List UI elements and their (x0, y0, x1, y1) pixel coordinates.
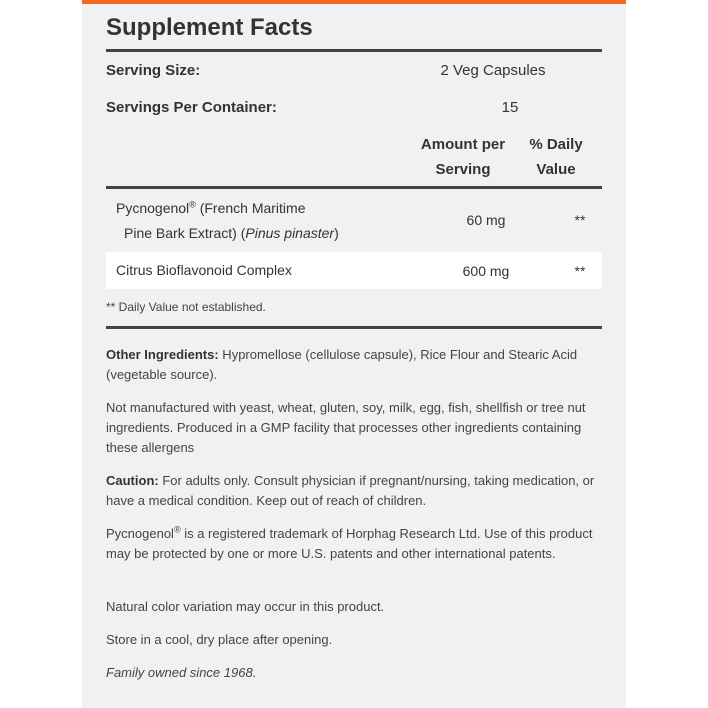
ingredient-name: Pycnogenol® (French Maritime Pine Bark Extract) (Pinus pinaster) (116, 199, 339, 241)
accent-bar (82, 0, 626, 4)
ingredient-row (106, 252, 602, 289)
daily-value-header (518, 132, 594, 182)
amount-header-line1: Amount per (420, 136, 506, 153)
caution-statement (106, 471, 600, 511)
ingredient-name: Citrus Bioflavonoid Complex (116, 262, 292, 278)
caution-text: For adults only. Consult physician if pregnant/nursing, taking medication, or have a medical condition. Keep out of reach of children. (106, 473, 595, 508)
allergen-statement: Not manufactured with yeast, wheat, gluten, soy, milk, egg, fish, shellfish or tree nut ingredients. Produced in a GMP facility that processes other ingredients containing these allergens (106, 400, 586, 455)
other-ingredients-label: Other Ingredients: (106, 347, 219, 362)
ingredient-row (106, 190, 602, 252)
family-owned-note: Family owned since 1968. (106, 665, 257, 680)
amount-per-serving-header (408, 132, 518, 182)
serving-size-value: 2 Veg Capsules (440, 62, 546, 79)
caution-label: Caution: (106, 473, 159, 488)
servings-per-container-value: 15 (501, 99, 519, 116)
ingredient-amount: 600 mg (462, 263, 510, 279)
storage-note: Store in a cool, dry place after opening. (106, 632, 333, 647)
serving-size-label: Serving Size: (106, 62, 201, 79)
servings-per-container-label: Servings Per Container: (106, 99, 277, 116)
other-ingredients-text: Hypromellose (cellulose capsule), Rice Flour and Stearic Acid (vegetable source). (106, 347, 578, 382)
title-divider (106, 49, 602, 52)
supplement-facts-title: Supplement Facts (106, 14, 313, 41)
dv-header-line2: Value (536, 161, 576, 178)
color-variation-note: Natural color variation may occur in this product. (106, 599, 385, 614)
ingredient-amount: 60 mg (466, 212, 506, 228)
facts-bottom-divider (106, 326, 602, 329)
other-ingredients (106, 345, 600, 385)
dv-header-line1: % Daily (529, 136, 583, 153)
daily-value-footnote: ** Daily Value not established. (106, 300, 266, 314)
trademark-statement: Pycnogenol® is a registered trademark of Horphag Research Ltd. Use of this product may be protected by one or more U.S. patents and other international patents. (106, 524, 593, 561)
amount-header-line2: Serving (435, 161, 491, 178)
supplement-facts-panel (82, 0, 626, 708)
header-divider (106, 186, 602, 189)
ingredient-daily-value: ** (574, 212, 586, 228)
ingredient-daily-value: ** (574, 263, 586, 279)
